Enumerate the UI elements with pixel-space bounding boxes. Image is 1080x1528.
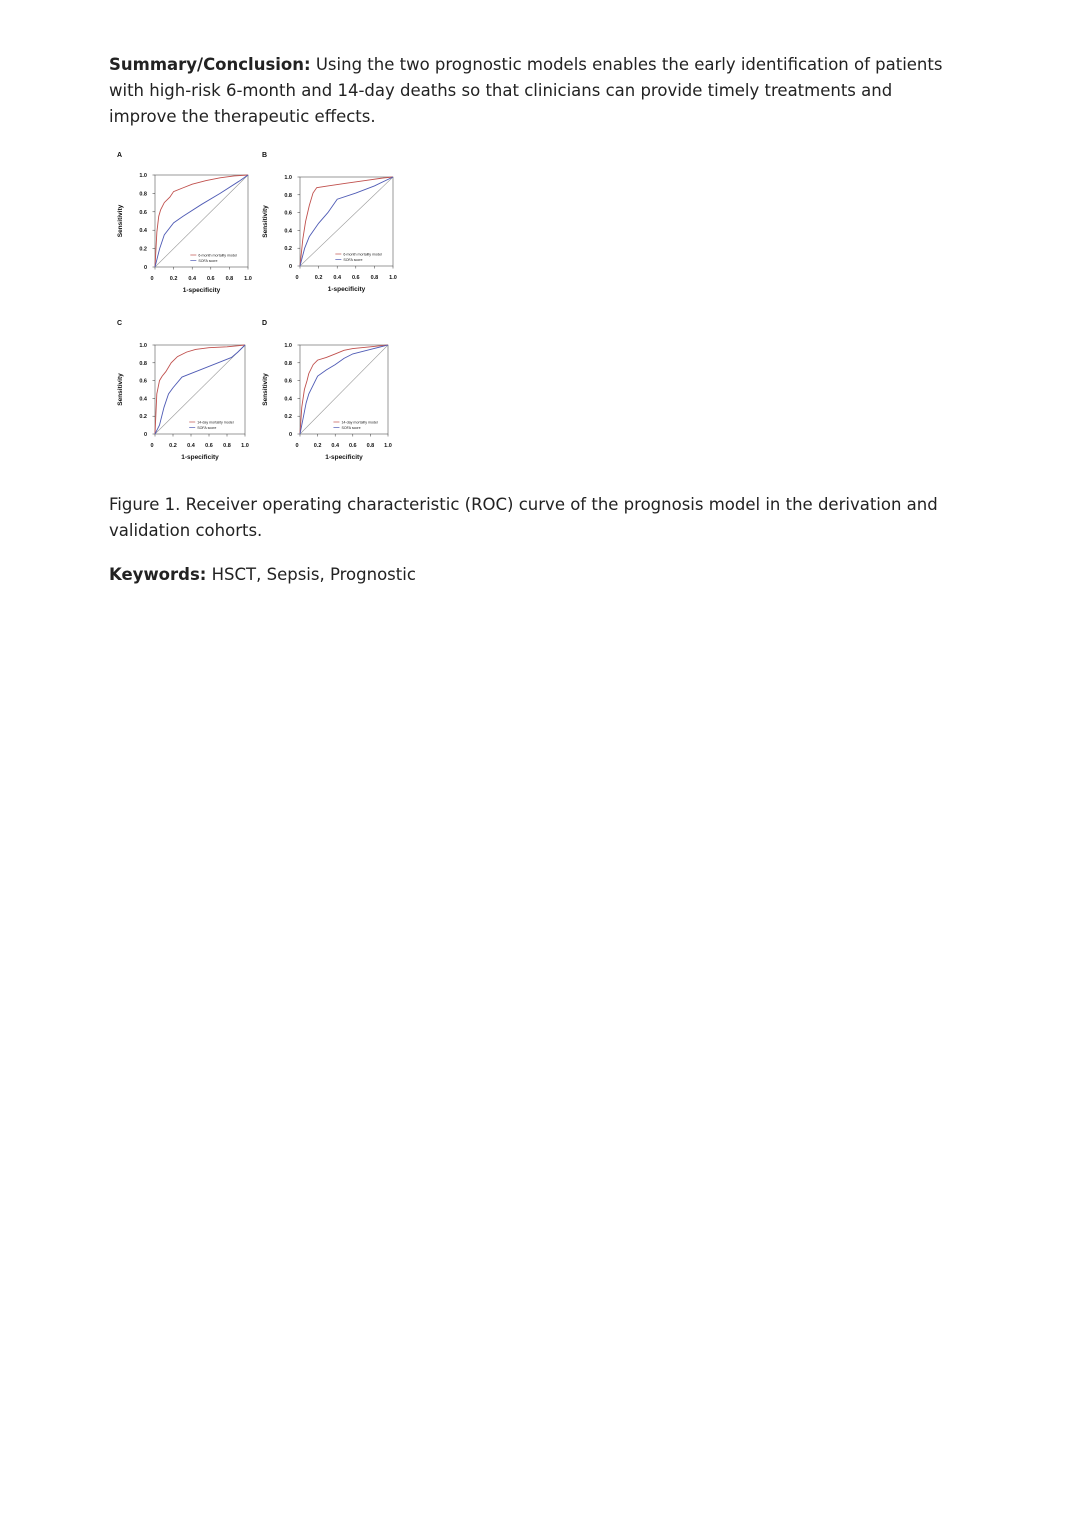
x-axis-title: 1-specificity <box>325 454 363 461</box>
x-tick-label: 0.4 <box>331 443 340 449</box>
x-tick-label: 0 <box>150 443 154 449</box>
y-tick-label: 0.8 <box>139 360 147 367</box>
x-tick-label: 0.8 <box>223 443 231 449</box>
panel-letter: B <box>262 152 268 159</box>
roc-panel-d <box>262 320 392 461</box>
y-tick-label: 0.8 <box>284 192 292 199</box>
x-tick-label: 0.6 <box>348 443 357 449</box>
y-axis-title: Sensitivity <box>117 204 124 238</box>
figure-1 <box>100 145 420 475</box>
keywords-paragraph <box>109 562 959 588</box>
y-tick-label: 0.4 <box>284 396 292 403</box>
x-tick-label: 0.4 <box>333 275 342 281</box>
y-tick-label: 0.6 <box>284 378 292 385</box>
x-tick-label: 1.0 <box>244 276 252 282</box>
y-tick-label: 0.2 <box>139 246 147 253</box>
panel-letter: C <box>117 320 123 327</box>
y-tick-label: 0.8 <box>284 360 292 367</box>
x-tick-label: 0.6 <box>206 276 215 282</box>
x-tick-label: 0.4 <box>188 276 197 282</box>
y-tick-label: 0.2 <box>284 246 292 253</box>
panel-letter: D <box>262 320 268 327</box>
x-tick-label: 0.8 <box>366 443 375 449</box>
roc-panel-c <box>117 320 249 461</box>
summary-label: Summary/Conclusion: <box>109 55 311 74</box>
panel-letter: A <box>117 152 123 159</box>
y-tick-label: 1.0 <box>284 175 292 181</box>
y-tick-label: 0.6 <box>139 209 147 216</box>
legend-label: SOFA score <box>197 425 217 430</box>
x-axis-title: 1-specificity <box>182 287 221 294</box>
legend-label: SOFA score <box>343 257 363 262</box>
y-tick-label: 1.0 <box>139 343 147 349</box>
x-tick-label: 0.8 <box>225 276 234 282</box>
x-axis-title: 1-specificity <box>181 454 219 461</box>
y-tick-label: 0.4 <box>284 228 292 235</box>
y-tick-label: 0 <box>143 265 147 271</box>
legend-label: SOFA score <box>198 258 218 263</box>
legend-label: 6-month mortality model <box>198 253 237 258</box>
x-tick-label: 0.2 <box>314 275 323 281</box>
x-tick-label: 0.2 <box>169 443 177 449</box>
y-tick-label: 0.6 <box>139 378 147 385</box>
y-tick-label: 0.4 <box>139 396 147 403</box>
x-tick-label: 1.0 <box>384 443 392 449</box>
x-tick-label: 0 <box>295 443 299 449</box>
legend-label: SOFA score <box>341 425 361 430</box>
y-tick-label: 1.0 <box>284 343 292 349</box>
x-axis-title: 1-specificity <box>327 286 366 293</box>
keywords-label: Keywords: <box>109 565 207 584</box>
x-tick-label: 0 <box>150 276 154 282</box>
y-tick-label: 0.8 <box>139 191 147 198</box>
y-tick-label: 1.0 <box>139 173 147 179</box>
x-tick-label: 0 <box>295 275 299 281</box>
y-tick-label: 0 <box>288 264 292 270</box>
legend-label: 6-month mortality model <box>343 252 382 257</box>
roc-panel-b <box>262 152 397 293</box>
x-tick-label: 0.8 <box>370 275 379 281</box>
x-tick-label: 1.0 <box>389 275 397 281</box>
y-tick-label: 0.2 <box>284 414 292 421</box>
summary-paragraph <box>109 52 959 130</box>
x-tick-label: 0.6 <box>351 275 360 281</box>
y-tick-label: 0 <box>143 432 147 438</box>
keywords-text: HSCT, Sepsis, Prognostic <box>206 565 416 584</box>
roc-panel-a <box>117 152 252 294</box>
y-axis-title: Sensitivity <box>262 373 269 406</box>
y-tick-label: 0.2 <box>139 414 147 421</box>
x-tick-label: 0.2 <box>169 276 178 282</box>
legend-label: 14-day mortality model <box>197 420 234 425</box>
legend-label: 14-day mortality model <box>341 420 378 425</box>
y-axis-title: Sensitivity <box>117 373 124 406</box>
x-tick-label: 0.4 <box>187 443 195 449</box>
y-tick-label: 0 <box>288 432 292 438</box>
roc-figure <box>100 145 420 475</box>
x-tick-label: 1.0 <box>241 443 249 449</box>
figure-caption: Figure 1. Receiver operating characteristic (ROC) curve of the prognosis model in the derivation and validation cohorts. <box>109 495 938 540</box>
y-tick-label: 0.4 <box>139 228 147 235</box>
y-axis-title: Sensitivity <box>262 205 269 238</box>
y-tick-label: 0.6 <box>284 210 292 217</box>
summary-text: Using the two prognostic models enables the early identification of patients with high-risk 6-month and 14-day deaths so that clinicians can provide timely treatments and improve the therapeutic effects. <box>109 55 943 126</box>
x-tick-label: 0.2 <box>313 443 322 449</box>
x-tick-label: 0.6 <box>205 443 213 449</box>
